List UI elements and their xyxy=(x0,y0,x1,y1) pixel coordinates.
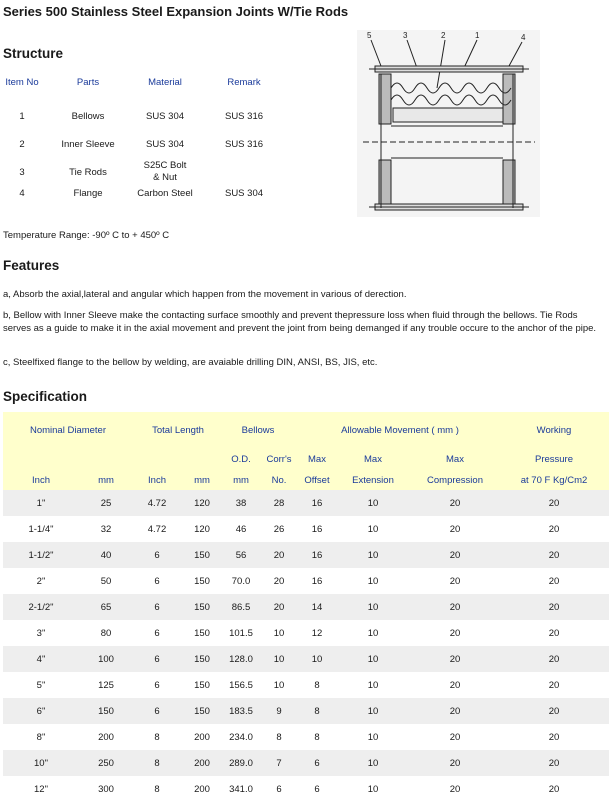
row1-remark: SUS 316 xyxy=(224,111,264,122)
cell-corrs-no: 20 xyxy=(273,550,285,561)
structure-table xyxy=(0,75,300,205)
th-tl-mm: mm xyxy=(194,475,210,486)
table-row xyxy=(3,698,609,724)
table-row xyxy=(3,776,609,802)
cell-od-mm: 289.0 xyxy=(229,758,253,769)
diagram-label-1: 1 xyxy=(475,31,480,40)
cell-od-mm: 341.0 xyxy=(229,784,253,795)
cell-max-offset: 16 xyxy=(311,550,323,561)
spec-header xyxy=(3,412,609,490)
cell-od-mm: 86.5 xyxy=(231,602,251,613)
th-offset: Offset xyxy=(304,475,330,486)
cell-max-offset: 16 xyxy=(311,524,323,535)
cell-max-extension: 10 xyxy=(367,654,379,665)
cell-corrs-no: 10 xyxy=(273,628,285,639)
cell-working-pressure: 20 xyxy=(548,524,560,535)
cell-max-offset: 12 xyxy=(311,628,323,639)
table-row xyxy=(3,568,609,594)
cell-length-mm: 150 xyxy=(194,680,210,691)
th-nominal-diameter: Nominal Diameter xyxy=(29,425,107,436)
cell-length-inch: 8 xyxy=(154,758,160,769)
table-row xyxy=(3,646,609,672)
cell-max-offset: 8 xyxy=(314,680,320,691)
table-row xyxy=(3,542,609,568)
cell-length-inch: 4.72 xyxy=(147,498,167,509)
table-row xyxy=(3,750,609,776)
cell-length-inch: 4.72 xyxy=(147,524,167,535)
cell-length-mm: 150 xyxy=(194,602,210,613)
cell-inch: 1-1/2" xyxy=(28,550,54,561)
cell-mm: 25 xyxy=(100,498,112,509)
cell-corrs-no: 28 xyxy=(273,498,285,509)
cell-inch: 8" xyxy=(36,732,46,743)
row4-remark: SUS 304 xyxy=(224,188,264,199)
cell-od-mm: 156.5 xyxy=(229,680,253,691)
row1-part: Bellows xyxy=(71,111,105,122)
th-bellows: Bellows xyxy=(241,425,275,436)
diagram-label-2: 2 xyxy=(441,31,446,40)
cell-od-mm: 38 xyxy=(235,498,247,509)
cell-od-mm: 70.0 xyxy=(231,576,251,587)
cell-mm: 150 xyxy=(98,706,114,717)
th-od-mm: mm xyxy=(233,475,249,486)
th-corrs-no: No. xyxy=(271,475,287,486)
cell-mm: 300 xyxy=(98,784,114,795)
cell-length-inch: 8 xyxy=(154,732,160,743)
cell-length-inch: 6 xyxy=(154,706,160,717)
cell-max-offset: 8 xyxy=(314,732,320,743)
cell-max-compression: 20 xyxy=(449,550,461,561)
th-max-extension: Max xyxy=(364,454,382,465)
cell-max-offset: 16 xyxy=(311,576,323,587)
cell-max-extension: 10 xyxy=(367,576,379,587)
th-extension: Extension xyxy=(352,475,394,486)
cell-working-pressure: 20 xyxy=(548,576,560,587)
cell-corrs-no: 6 xyxy=(276,784,282,795)
expansion-joint-diagram xyxy=(357,30,540,217)
cell-mm: 200 xyxy=(98,732,114,743)
features-heading: Features xyxy=(3,258,60,273)
cell-inch: 1-1/4" xyxy=(28,524,54,535)
cell-max-offset: 6 xyxy=(314,758,320,769)
cell-length-mm: 150 xyxy=(194,628,210,639)
cell-mm: 50 xyxy=(100,576,112,587)
cell-corrs-no: 10 xyxy=(273,680,285,691)
cell-length-mm: 200 xyxy=(194,732,210,743)
cell-od-mm: 46 xyxy=(235,524,247,535)
cell-max-extension: 10 xyxy=(367,524,379,535)
cell-length-inch: 6 xyxy=(154,602,160,613)
col-parts: Parts xyxy=(76,77,100,88)
specification-heading: Specification xyxy=(3,389,88,404)
cell-length-inch: 6 xyxy=(154,654,160,665)
page-title: Series 500 Stainless Steel Expansion Joints W/Tie Rods xyxy=(3,4,349,19)
cell-working-pressure: 20 xyxy=(548,628,560,639)
specification-table xyxy=(3,412,609,804)
th-compression: Compression xyxy=(427,475,483,486)
row1-item: 1 xyxy=(19,111,25,122)
cell-mm: 100 xyxy=(98,654,114,665)
table-row xyxy=(3,516,609,542)
temperature-range: Temperature Range: -90º C to + 450º C xyxy=(3,230,170,241)
row2-item: 2 xyxy=(19,139,25,150)
cell-working-pressure: 20 xyxy=(548,758,560,769)
cell-od-mm: 101.5 xyxy=(229,628,253,639)
cell-length-mm: 150 xyxy=(194,706,210,717)
col-item-no: Item No xyxy=(5,77,39,88)
th-max-offset: Max xyxy=(308,454,326,465)
feature-c: c, Steelfixed flange to the bellow by welding, are avaiable drilling DIN, ANSI, BS, JIS, etc. xyxy=(3,357,378,368)
cell-length-mm: 200 xyxy=(194,758,210,769)
cell-length-mm: 200 xyxy=(194,784,210,795)
th-pressure: Pressure xyxy=(534,454,574,465)
cell-length-inch: 6 xyxy=(154,680,160,691)
cell-inch: 4" xyxy=(36,654,46,665)
col-remark: Remark xyxy=(227,77,261,88)
table-row xyxy=(3,490,609,516)
th-od: O.D. xyxy=(231,454,251,465)
cell-max-extension: 10 xyxy=(367,680,379,691)
cell-corrs-no: 8 xyxy=(276,732,282,743)
th-corrs: Corr's xyxy=(266,454,292,465)
cell-inch: 5" xyxy=(36,680,46,691)
cell-length-inch: 6 xyxy=(154,550,160,561)
cell-max-offset: 14 xyxy=(311,602,323,613)
cell-inch: 3" xyxy=(36,628,46,639)
cell-max-compression: 20 xyxy=(449,602,461,613)
cell-length-mm: 120 xyxy=(194,498,210,509)
cell-mm: 125 xyxy=(98,680,114,691)
cell-length-mm: 150 xyxy=(194,654,210,665)
cell-working-pressure: 20 xyxy=(548,550,560,561)
cell-inch: 6" xyxy=(36,706,46,717)
table-row xyxy=(3,724,609,750)
cell-max-compression: 20 xyxy=(449,706,461,717)
cell-max-compression: 20 xyxy=(449,654,461,665)
row4-item: 4 xyxy=(19,188,25,199)
feature-b: b, Bellow with Inner Sleeve make the contacting surface smoothly and prevent thepressure loss when fluid through the bellows. Tie Rods serves as a guide to make it in the axial movement and prevent the joint from being demanged if any trouble occure to the anchor of the pipe. xyxy=(3,310,597,334)
diagram-label-5: 5 xyxy=(367,31,372,40)
cell-max-offset: 6 xyxy=(314,784,320,795)
table-row xyxy=(3,594,609,620)
cell-inch: 12" xyxy=(34,784,48,795)
cell-mm: 32 xyxy=(100,524,112,535)
cell-max-extension: 10 xyxy=(367,758,379,769)
cell-max-compression: 20 xyxy=(449,784,461,795)
row2-part: Inner Sleeve xyxy=(61,139,115,150)
cell-max-extension: 10 xyxy=(367,628,379,639)
row1-material: SUS 304 xyxy=(145,111,185,122)
cell-mm: 65 xyxy=(100,602,112,613)
cell-working-pressure: 20 xyxy=(548,602,560,613)
cell-max-extension: 10 xyxy=(367,498,379,509)
cell-length-inch: 6 xyxy=(154,576,160,587)
structure-heading: Structure xyxy=(3,46,64,61)
cell-working-pressure: 20 xyxy=(548,498,560,509)
row4-material: Carbon Steel xyxy=(137,188,193,199)
row3-material: S25C Bolt & Nut xyxy=(143,160,187,183)
row3-item: 3 xyxy=(19,167,25,178)
diagram-label-4: 4 xyxy=(521,33,526,42)
th-inch: Inch xyxy=(32,475,50,486)
cell-max-extension: 10 xyxy=(367,784,379,795)
cell-inch: 1" xyxy=(36,498,46,509)
cell-mm: 80 xyxy=(100,628,112,639)
cell-working-pressure: 20 xyxy=(548,732,560,743)
cell-corrs-no: 20 xyxy=(273,602,285,613)
cell-od-mm: 183.5 xyxy=(229,706,253,717)
cell-working-pressure: 20 xyxy=(548,680,560,691)
th-working: Working xyxy=(536,425,572,436)
cell-max-extension: 10 xyxy=(367,706,379,717)
diagram-label-3: 3 xyxy=(403,31,408,40)
col-material: Material xyxy=(148,77,182,88)
table-row xyxy=(3,620,609,646)
cell-inch: 2" xyxy=(36,576,46,587)
row2-material: SUS 304 xyxy=(145,139,185,150)
cell-max-compression: 20 xyxy=(449,498,461,509)
cell-corrs-no: 26 xyxy=(273,524,285,535)
cell-od-mm: 128.0 xyxy=(229,654,253,665)
cell-length-mm: 150 xyxy=(194,550,210,561)
cell-length-mm: 150 xyxy=(194,576,210,587)
row2-remark: SUS 316 xyxy=(224,139,264,150)
cell-inch: 10" xyxy=(34,758,48,769)
cell-mm: 40 xyxy=(100,550,112,561)
cell-od-mm: 234.0 xyxy=(229,732,253,743)
table-row xyxy=(3,672,609,698)
th-tl-inch: Inch xyxy=(148,475,166,486)
cell-working-pressure: 20 xyxy=(548,654,560,665)
row4-part: Flange xyxy=(73,188,103,199)
th-mm: mm xyxy=(98,475,114,486)
cell-max-extension: 10 xyxy=(367,550,379,561)
cell-length-inch: 6 xyxy=(154,628,160,639)
cell-max-extension: 10 xyxy=(367,732,379,743)
cell-max-offset: 8 xyxy=(314,706,320,717)
cell-max-compression: 20 xyxy=(449,576,461,587)
cell-corrs-no: 10 xyxy=(273,654,285,665)
cell-working-pressure: 20 xyxy=(548,706,560,717)
cell-max-extension: 10 xyxy=(367,602,379,613)
cell-inch: 2-1/2" xyxy=(28,602,54,613)
cell-od-mm: 56 xyxy=(235,550,247,561)
cell-length-inch: 8 xyxy=(154,784,160,795)
th-allowable-movement: Allowable Movement ( mm ) xyxy=(341,425,459,436)
cell-max-compression: 20 xyxy=(449,758,461,769)
cell-max-compression: 20 xyxy=(449,732,461,743)
cell-mm: 250 xyxy=(98,758,114,769)
cell-corrs-no: 9 xyxy=(276,706,282,717)
cell-corrs-no: 20 xyxy=(273,576,285,587)
cell-max-offset: 16 xyxy=(311,498,323,509)
th-total-length: Total Length xyxy=(152,425,204,436)
cell-max-compression: 20 xyxy=(449,524,461,535)
cell-max-compression: 20 xyxy=(449,680,461,691)
cell-length-mm: 120 xyxy=(194,524,210,535)
th-max-compression: Max xyxy=(446,454,464,465)
th-pressure-at70: at 70 F Kg/Cm2 xyxy=(520,475,588,486)
cell-max-offset: 10 xyxy=(311,654,323,665)
feature-a: a, Absorb the axial,lateral and angular which happen from the movement in various of derection. xyxy=(3,289,407,300)
cell-max-compression: 20 xyxy=(449,628,461,639)
cell-working-pressure: 20 xyxy=(548,784,560,795)
row3-part: Tie Rods xyxy=(69,167,107,178)
cell-corrs-no: 7 xyxy=(276,758,282,769)
